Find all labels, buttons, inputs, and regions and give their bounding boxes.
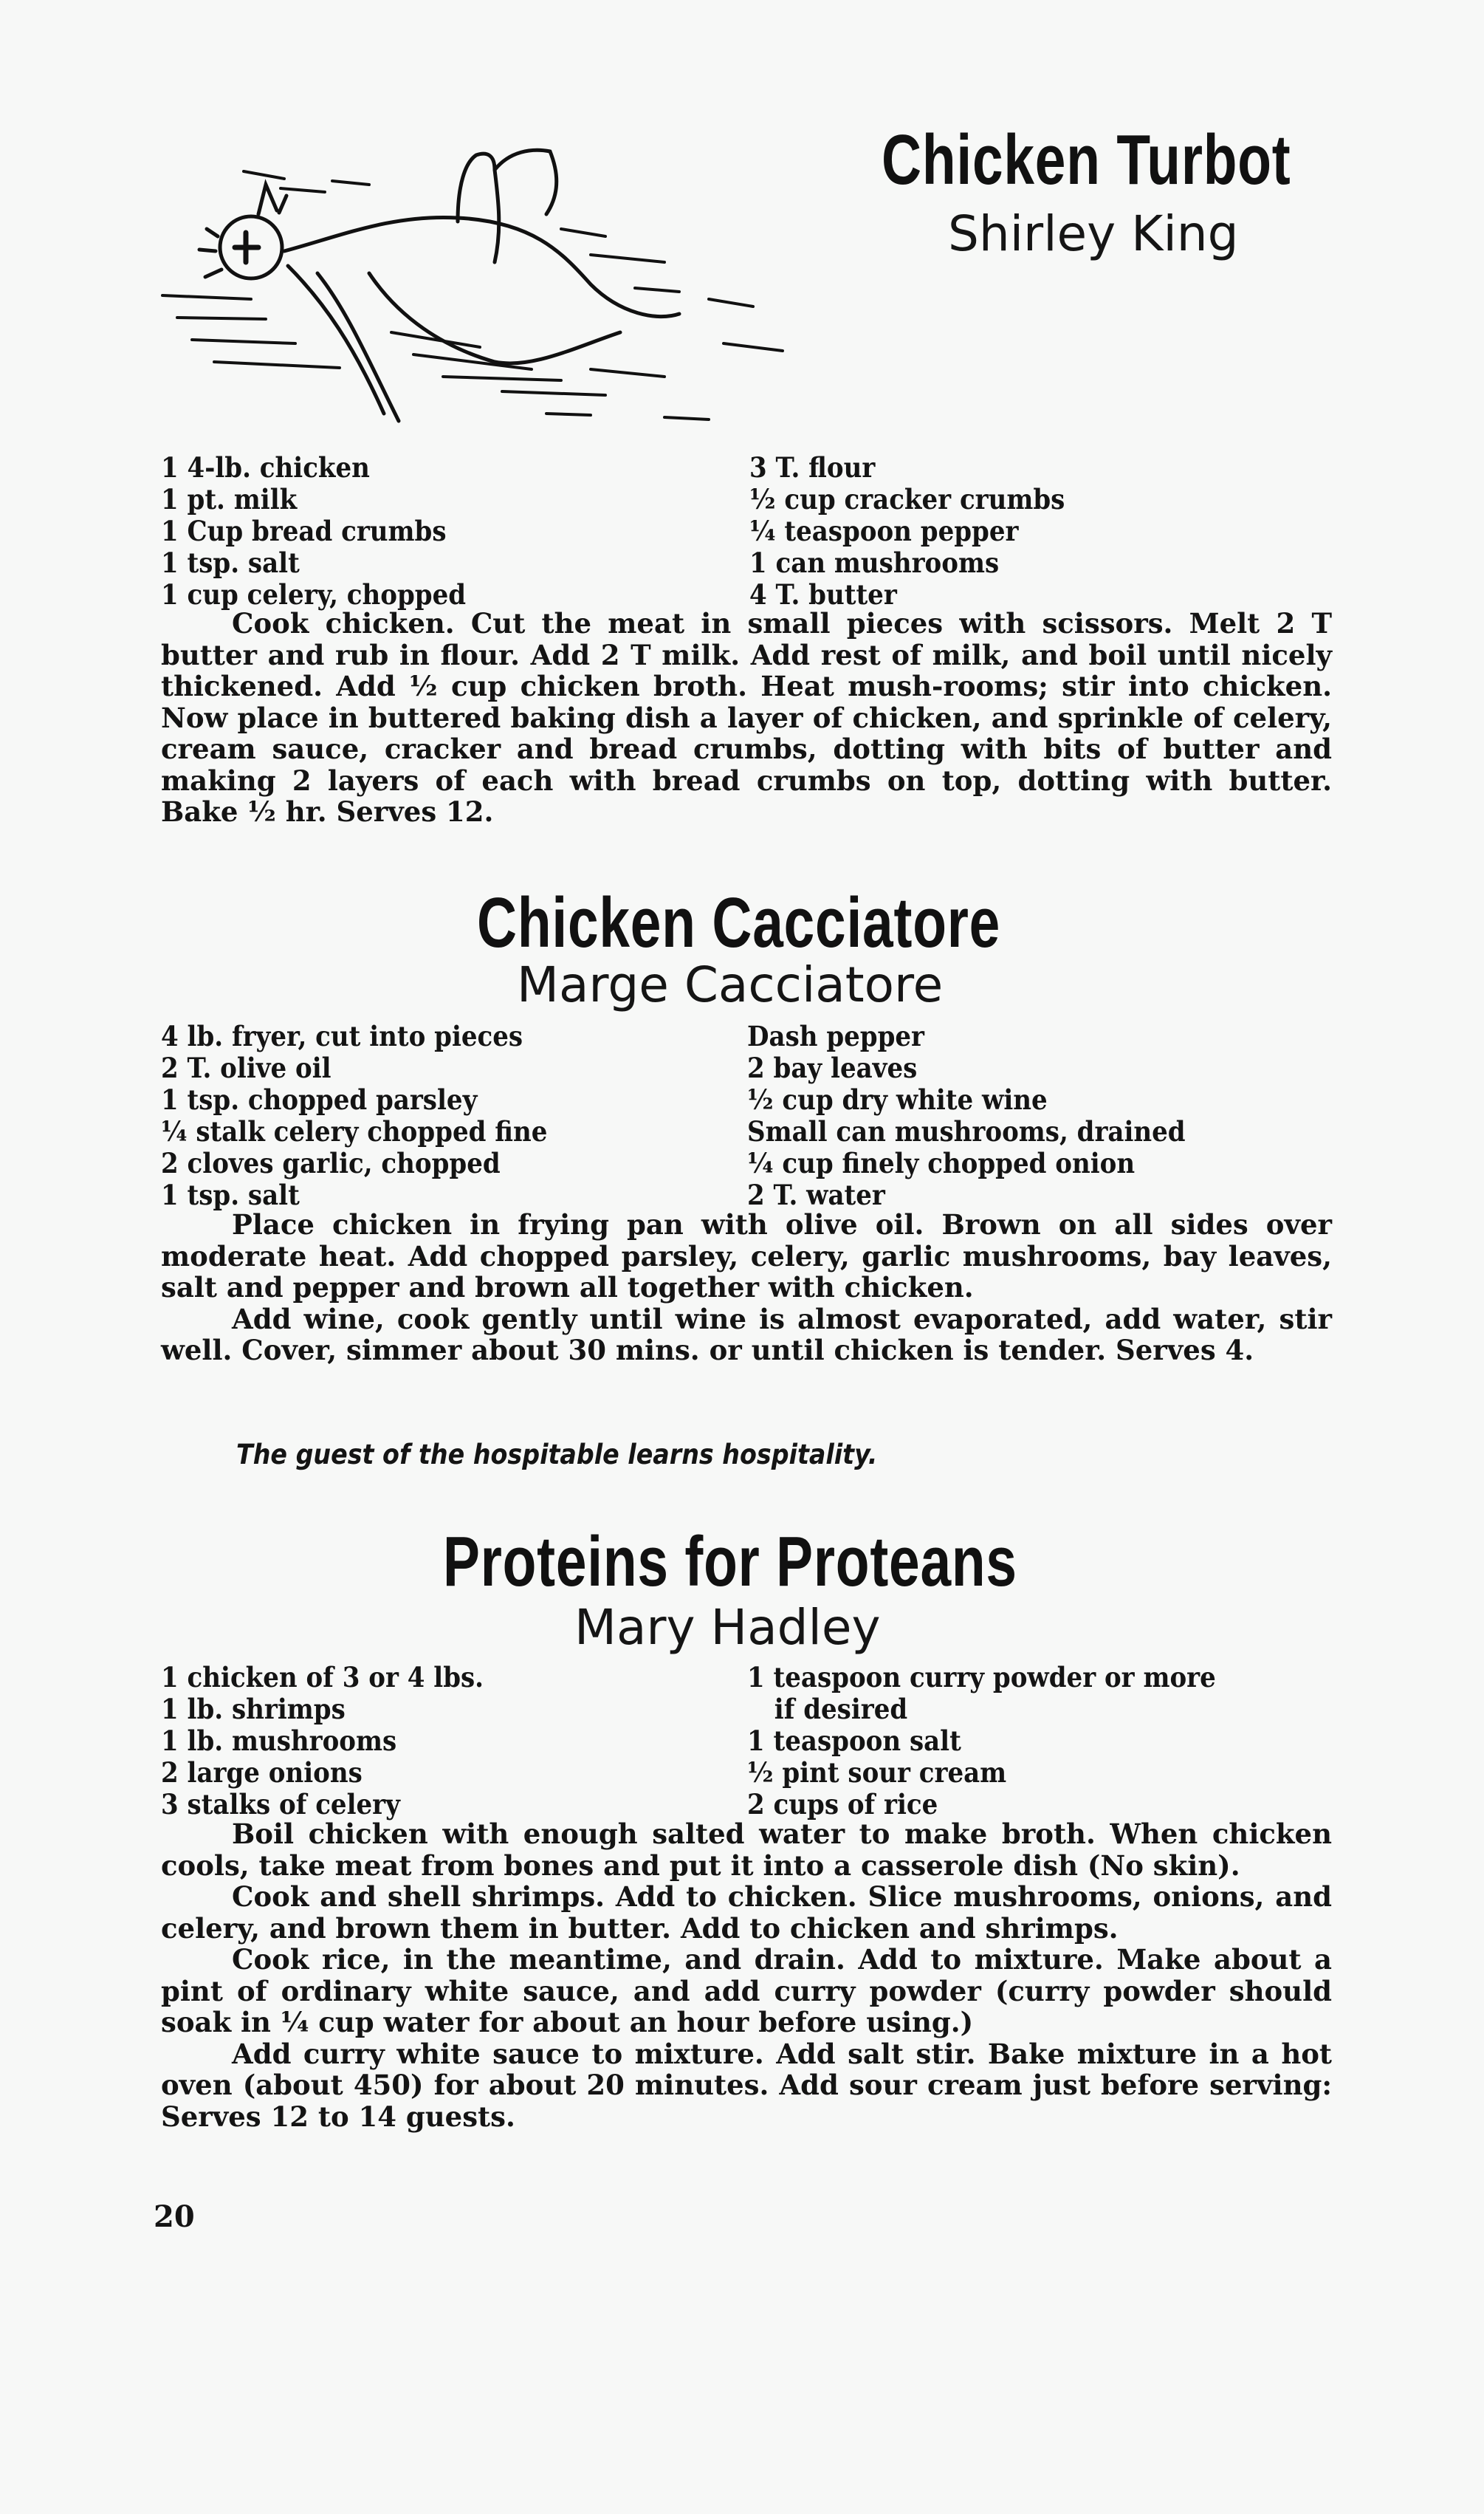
recipe-author: Mary Hadley — [574, 1599, 881, 1656]
ingredient: 2 cloves garlic, chopped — [161, 1147, 501, 1179]
ingredients-left — [161, 452, 466, 611]
ingredient: if desired — [774, 1693, 908, 1725]
ingredient: Small can mushrooms, drained — [747, 1115, 1186, 1148]
ingredient: 1 lb. shrimps — [161, 1693, 346, 1725]
ingredient: 1 lb. mushrooms — [161, 1724, 397, 1757]
direction-paragraph: Cook and shell shrimps. Add to chicken. Slice mushrooms, onions, and celery, and brown them in butter. Add to chicken and shrimps. — [161, 1880, 1332, 1945]
recipe-directions — [161, 608, 1332, 828]
recipe-title: Chicken Turbot — [882, 120, 1291, 199]
ingredient: Dash pepper — [747, 1020, 925, 1052]
ingredient: ¼ teaspoon pepper — [749, 515, 1019, 547]
ingredient: 2 bay leaves — [747, 1052, 918, 1084]
ingredient: 4 lb. fryer, cut into pieces — [161, 1020, 523, 1052]
ingredients-right — [747, 1021, 1186, 1211]
ingredient: 1 tsp. salt — [161, 547, 300, 579]
recipe-author: Shirley King — [948, 205, 1239, 262]
direction-paragraph: Add curry white sauce to mixture. Add salt stir. Bake mixture in a hot oven (about 450) for about 20 minutes. Add sour cream just before serving: Serves 12 to 14 guests. — [161, 2037, 1332, 2133]
ingredient: 2 T. water — [747, 1179, 885, 1211]
ingredient: 1 tsp. salt — [161, 1179, 300, 1211]
ingredient: ½ pint sour cream — [747, 1756, 1007, 1789]
ingredient: ½ cup dry white wine — [747, 1083, 1048, 1116]
ingredient: 1 teaspoon curry powder or more — [747, 1661, 1216, 1693]
ingredient: 1 can mushrooms — [749, 547, 1000, 579]
ingredient: 2 T. olive oil — [161, 1052, 332, 1084]
ingredients-right — [747, 1662, 1216, 1821]
ingredient: 2 cups of rice — [747, 1788, 938, 1821]
ingredient: 4 T. butter — [749, 578, 897, 611]
recipe-directions — [161, 1209, 1332, 1366]
page-number: 20 — [154, 2199, 195, 2234]
direction-paragraph: Boil chicken with enough salted water to make broth. When chicken cools, take meat from bones and put it into a casserole dish (No skin). — [161, 1818, 1332, 1882]
ingredient: ½ cup cracker crumbs — [749, 483, 1065, 516]
ingredient: 1 pt. milk — [161, 483, 298, 516]
ingredient: 1 teaspoon salt — [747, 1724, 961, 1757]
chicken-illustration — [148, 126, 960, 436]
recipe-title: Proteins for Proteans — [443, 1522, 1017, 1601]
direction-paragraph: Place chicken in frying pan with olive oil. Brown on all sides over moderate heat. Add chopped parsley, celery, garlic mushrooms, bay leaves, salt and pepper and brown all together with chicken. — [161, 1208, 1332, 1304]
recipe-author: Marge Cacciatore — [517, 956, 944, 1013]
recipe-directions — [161, 1818, 1332, 2132]
ingredient: 3 stalks of celery — [161, 1788, 400, 1821]
ingredient: 1 cup celery, chopped — [161, 578, 467, 611]
ingredient: 1 4-lb. chicken — [161, 451, 370, 484]
ingredients-right — [749, 452, 1065, 611]
direction-paragraph: Cook chicken. Cut the meat in small pieces with scissors. Melt 2 T butter and rub in flour. Add 2 T milk. Add rest of milk, and boil until nicely thickened. Add ½ cup chicken broth. Heat mush-rooms; stir into chicken. Now place in buttered baking dish a layer of chicken, and sprinkle of celery, cream sauce, cracker and bread crumbs, dotting with bits of butter and making 2 layers of each with bread crumbs on top, dotting with butter. Bake ½ hr. Serves 12. — [161, 607, 1332, 828]
ingredient: ¼ stalk celery chopped fine — [161, 1115, 548, 1148]
ingredient: ¼ cup finely chopped onion — [747, 1147, 1136, 1179]
ingredient: 1 Cup bread crumbs — [161, 515, 447, 547]
hospitality-quote: The guest of the hospitable learns hospitality. — [236, 1439, 878, 1470]
ingredient: 3 T. flour — [749, 451, 876, 484]
direction-paragraph: Cook rice, in the meantime, and drain. Add to mixture. Make about a pint of ordinary white sauce, and add curry powder (curry powder should soak in ¼ cup water for about an hour before using.) — [161, 1943, 1332, 2038]
ingredient: 1 chicken of 3 or 4 lbs. — [161, 1661, 484, 1693]
recipe-title: Chicken Cacciatore — [477, 883, 1001, 962]
ingredients-left — [161, 1021, 547, 1211]
direction-paragraph: Add wine, cook gently until wine is almost evaporated, add water, stir well. Cover, simmer about 30 mins. or until chicken is tender. Serves 4. — [161, 1302, 1332, 1366]
ingredient: 1 tsp. chopped parsley — [161, 1083, 478, 1116]
ingredients-left — [161, 1662, 484, 1821]
ingredient: 2 large onions — [161, 1756, 363, 1789]
